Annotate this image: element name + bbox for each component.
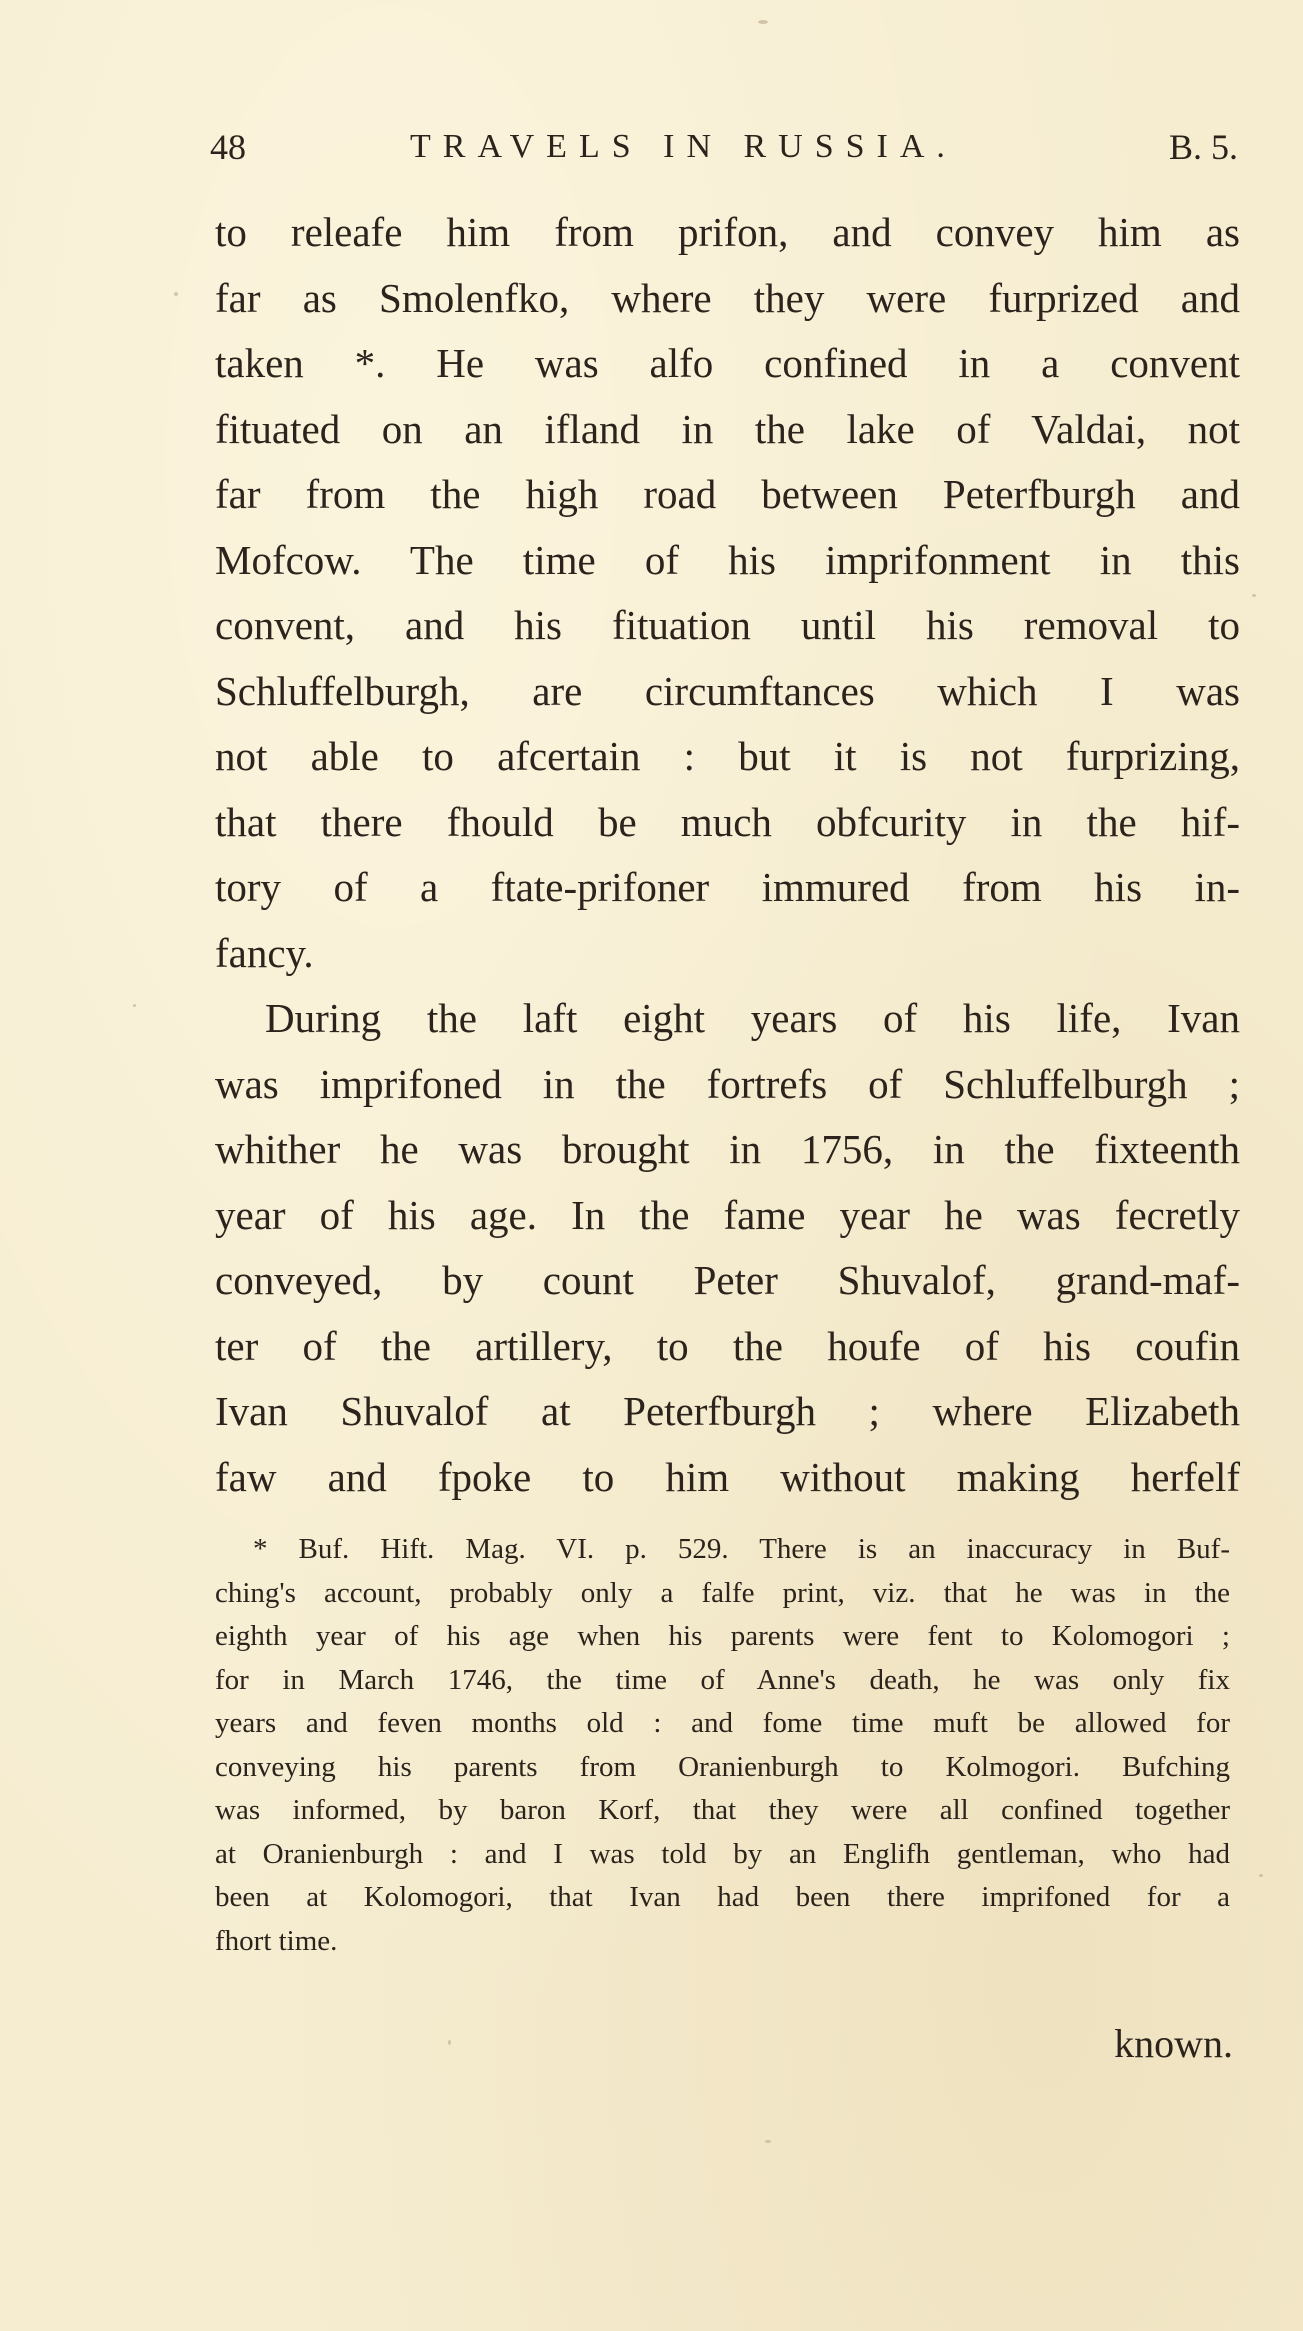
- text-line: fituated on an ifland in the lake of Valdai, not: [215, 405, 1240, 452]
- page-header: [210, 126, 1238, 182]
- footnote-line: conveying his parents from Oranienburgh to Kolmogori. Bufching: [215, 1750, 1230, 1783]
- text-line: ter of the artillery, to the houfe of his coufin: [215, 1322, 1240, 1369]
- text-line: convent, and his fituation until his removal to: [215, 602, 1240, 648]
- paper-speck: [758, 20, 768, 24]
- text-line: year of his age. In the fame year he was fecretly: [215, 1191, 1240, 1238]
- paper-speck: [174, 292, 178, 296]
- paper-speck: [448, 2040, 451, 2045]
- text-line: conveyed, by count Peter Shuvalof, grand-maf-: [215, 1257, 1240, 1303]
- footnote-line: ching's account, probably only a falfe print, viz. that he was in the: [215, 1576, 1230, 1609]
- text-line: tory of a ftate-prifoner immured from his in-: [215, 864, 1240, 910]
- text-line: Mofcow. The time of his imprifonment in this: [215, 536, 1240, 583]
- running-title: TRAVELS IN RUSSIA.: [410, 128, 957, 165]
- paper-speck: [133, 1004, 136, 1007]
- text-line: far as Smolenfko, where they were furprized and: [215, 274, 1240, 321]
- text-line: that there fhould be much obfcurity in the hif-: [215, 798, 1240, 845]
- page-number: 48: [210, 127, 246, 167]
- footnote-line: at Oranienburgh : and I was told by an Englifh gentleman, who had: [215, 1837, 1230, 1870]
- text-line: faw and fpoke to him without making herfelf: [215, 1453, 1240, 1500]
- footnote-line: fhort time.: [215, 1924, 338, 1957]
- text-line: far from the high road between Peterfburgh and: [215, 471, 1240, 517]
- text-line: whither he was brought in 1756, in the fixteenth: [215, 1126, 1240, 1172]
- text-line: Schluffelburgh, are circumftances which I was: [215, 667, 1240, 714]
- text-line: Ivan Shuvalof at Peterfburgh ; where Elizabeth: [215, 1388, 1240, 1434]
- text-line: During the laft eight years of his life, Ivan: [265, 995, 1240, 1041]
- text-line: to releafe him from prifon, and convey him as: [215, 209, 1240, 255]
- catchword: known.: [1114, 2021, 1233, 2066]
- paper-speck: [1252, 594, 1256, 597]
- text-line: fancy.: [215, 929, 314, 976]
- text-line: taken *. He was alfo confined in a convent: [215, 340, 1240, 386]
- footnote-line: been at Kolomogori, that Ivan had been there imprifoned for a: [215, 1881, 1230, 1913]
- text-line: was imprifoned in the fortrefs of Schluffelburgh ;: [215, 1060, 1240, 1107]
- footnote-line: for in March 1746, the time of Anne's death, he was only fix: [215, 1663, 1230, 1696]
- footnote: [215, 1528, 1230, 1963]
- footnote-line: was informed, by baron Korf, that they were all confined together: [215, 1794, 1230, 1826]
- footnote-line: * Buf. Hift. Mag. VI. p. 529. There is an inaccuracy in Buf-: [253, 1533, 1230, 1565]
- footnote-line: eighth year of his age when his parents were fent to Kolomogori ;: [215, 1620, 1230, 1652]
- book-reference: B. 5.: [1168, 127, 1238, 167]
- paper-speck: [765, 2140, 771, 2143]
- main-text: [215, 200, 1240, 1510]
- paper-speck: [1259, 1874, 1263, 1877]
- footnote-line: years and feven months old : and fome time muft be allowed for: [215, 1707, 1230, 1739]
- text-line: not able to afcertain : but it is not furprizing,: [215, 733, 1240, 779]
